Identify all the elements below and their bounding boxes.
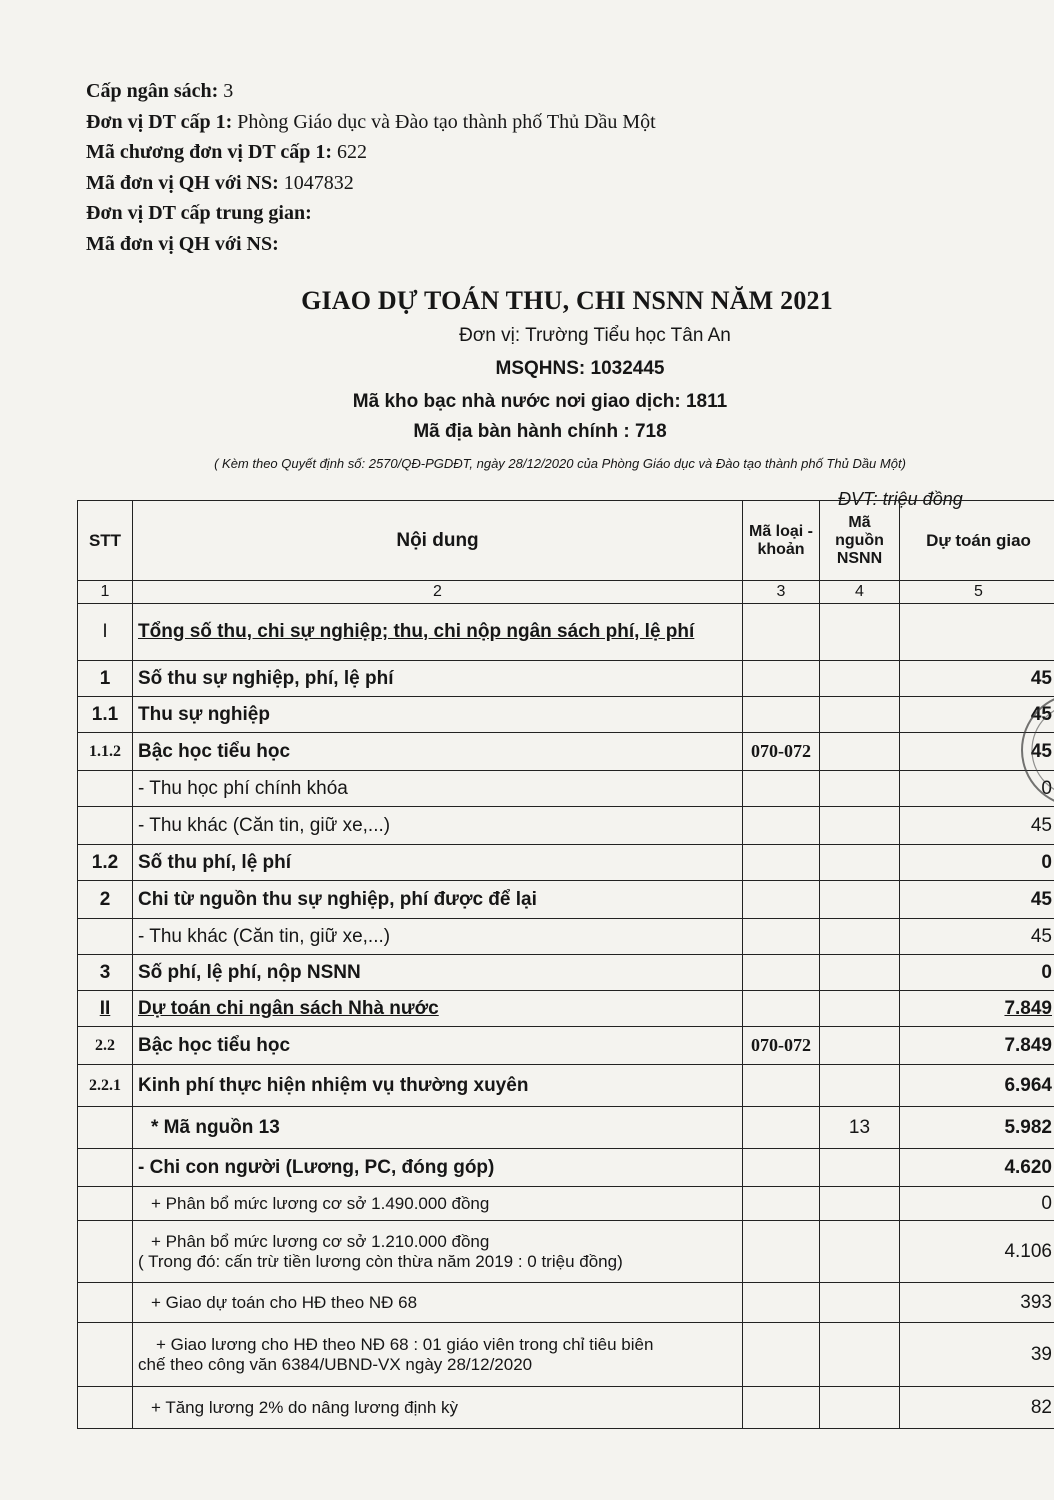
decision-note: ( Kèm theo Quyết định số: 2570/QĐ-PGDĐT, ngày 28/12/2020 của Phòng Giáo dục và Đào tạo thành phố Thủ Dầu Một) [214,456,906,471]
header-source-code: Mã nguồn NSNN [820,501,900,581]
table-row [78,604,1054,661]
row-source [820,1221,900,1283]
row-code [743,845,820,881]
seal-icon [1016,690,1054,810]
row-source [820,845,900,881]
table-row [78,881,1054,919]
unit-name: Trường Tiểu học Tân An [525,325,731,346]
row-stt: I [78,604,133,661]
row-value: 7.849 [900,991,1054,1027]
table-row [78,1323,1054,1387]
budget-table [77,500,1054,1429]
row-value: 39 [900,1323,1054,1387]
row-code [743,1107,820,1149]
row-code [743,1323,820,1387]
table-row [78,991,1054,1027]
row-source [820,881,900,919]
row-content: + Phân bổ mức lương cơ sở 1.490.000 đồng [133,1187,743,1221]
row-value: 7.849 [900,1027,1054,1065]
row-value: 5.982 [900,1107,1054,1149]
row-source [820,1065,900,1107]
row-content: Bậc học tiểu học [133,733,743,771]
row-code: 070-072 [743,733,820,771]
table-row [78,771,1054,807]
row-value: 4.106 [900,1221,1054,1283]
row-stt: 1.1.2 [78,733,133,771]
admin-area-code-line: Mã địa bàn hành chính : 718 [413,421,667,442]
col-number: 3 [743,581,820,604]
row-content: + Giao dự toán cho HĐ theo NĐ 68 [133,1283,743,1323]
row-code [743,1283,820,1323]
row-value: 45 [900,881,1054,919]
row-stt: 2 [78,881,133,919]
row-code [743,881,820,919]
row-stt [78,771,133,807]
header-account-code: Mã loại - khoản [743,501,820,581]
row-code [743,955,820,991]
row-stt [78,1149,133,1187]
col-number: 1 [78,581,133,604]
col-number: 4 [820,581,900,604]
row-stt [78,807,133,845]
row-content-line1: + Phân bổ mức lương cơ sở 1.210.000 đồng [151,1231,490,1251]
relation-code-row [86,168,656,199]
row-code [743,1149,820,1187]
row-content: Bậc học tiểu học [133,1027,743,1065]
row-code [743,1187,820,1221]
row-source [820,1027,900,1065]
row-source [820,1323,900,1387]
row-stt [78,919,133,955]
row-stt: 3 [78,955,133,991]
row-stt: 1.2 [78,845,133,881]
row-stt: 2.2.1 [78,1065,133,1107]
row-code [743,919,820,955]
header-content: Nội dung [133,501,743,581]
document-title: GIAO DỰ TOÁN THU, CHI NSNN NĂM 2021 [301,286,833,315]
row-value: 82 [900,1387,1054,1429]
row-source [820,1387,900,1429]
row-source [820,733,900,771]
relation-code-label: Mã đơn vị QH với NS: [86,171,279,194]
table-header-row [78,501,1054,581]
row-content: Tổng số thu, chi sự nghiệp; thu, chi nộp ngân sách phí, lệ phí [133,604,743,661]
row-stt [78,1221,133,1283]
row-content: Chi từ nguồn thu sự nghiệp, phí được để lại [133,881,743,919]
row-value: 45 [900,919,1054,955]
column-number-row [78,581,1054,604]
unit-level1-row [86,107,656,138]
relation-code2-label: Mã đơn vị QH với NS: [86,232,279,255]
header-stt: STT [78,501,133,581]
row-source [820,661,900,697]
row-content: Số phí, lệ phí, nộp NSNN [133,955,743,991]
row-content: Thu sự nghiệp [133,697,743,733]
row-source [820,1187,900,1221]
row-stt [78,1387,133,1429]
row-content [133,1323,743,1387]
row-stt: 1.1 [78,697,133,733]
row-stt [78,1187,133,1221]
table-row [78,733,1054,771]
row-value: 45 [900,697,1054,733]
row-source [820,955,900,991]
table-row [78,1387,1054,1429]
row-value: 0 [900,845,1054,881]
row-content: + Tăng lương 2% do nâng lương định kỳ [133,1387,743,1429]
row-code [743,697,820,733]
row-value: 0 [900,955,1054,991]
table-row [78,661,1054,697]
row-source [820,919,900,955]
chapter-code-value: 622 [337,141,368,163]
row-value: 45 [900,733,1054,771]
row-source [820,604,900,661]
row-code [743,807,820,845]
table-row [78,955,1054,991]
intermediate-unit-row [86,198,656,229]
treasury-code-line: Mã kho bạc nhà nước nơi giao dịch: 1811 [352,391,728,412]
table-row [78,1187,1054,1221]
budget-level-row [86,76,656,107]
col-number: 5 [900,581,1054,604]
row-value: 0 [900,1187,1054,1221]
table-row [78,1221,1054,1283]
unit-line [0,325,1054,347]
unit-level1-value: Phòng Giáo dục và Đào tạo thành phố Thủ Dầu Một [237,110,656,133]
row-value: 6.964 [900,1065,1054,1107]
unit-label: Đơn vị: [459,325,521,346]
official-seal [1016,690,1054,810]
row-content-line1: + Giao lương cho HĐ theo NĐ 68 : 01 giáo viên trong chỉ tiêu biên [156,1334,654,1354]
unit-level1-label: Đơn vị DT cấp 1: [86,110,233,133]
unit-of-measure: ĐVT: triệu đồng [838,489,963,509]
row-code [743,1387,820,1429]
row-content [133,1221,743,1283]
table-row [78,807,1054,845]
row-code [743,1065,820,1107]
row-stt: 2.2 [78,1027,133,1065]
relation-code2-row [86,229,656,260]
row-code: 070-072 [743,1027,820,1065]
row-content-line2: ( Trong đó: cấn trừ tiền lương còn thừa năm 2019 : 0 triệu đồng) [138,1251,623,1271]
row-code [743,1221,820,1283]
row-source [820,991,900,1027]
msqhns-line: MSQHNS: 1032445 [495,358,665,379]
row-content: Số thu sự nghiệp, phí, lệ phí [133,661,743,697]
header-estimate: Dự toán giao [900,501,1054,581]
row-code [743,771,820,807]
row-content: Dự toán chi ngân sách Nhà nước [133,991,743,1027]
chapter-code-row [86,137,656,168]
table-row [78,1283,1054,1323]
col-number: 2 [133,581,743,604]
row-stt [78,1107,133,1149]
row-stt: 1 [78,661,133,697]
row-content: - Thu khác (Căn tin, giữ xe,...) [133,807,743,845]
row-content: - Chi con người (Lương, PC, đóng góp) [133,1149,743,1187]
row-content: * Mã nguồn 13 [133,1107,743,1149]
chapter-code-label: Mã chương đơn vị DT cấp 1: [86,141,333,163]
row-content: - Thu học phí chính khóa [133,771,743,807]
row-content-line2: chế theo công văn 6384/UBND-VX ngày 28/12/2020 [138,1354,533,1374]
row-value [900,604,1054,661]
table-row [78,697,1054,733]
row-content: Kinh phí thực hiện nhiệm vụ thường xuyên [133,1065,743,1107]
row-value: 0 [900,771,1054,807]
row-source [820,1283,900,1323]
row-value: 45 [900,807,1054,845]
row-stt [78,1283,133,1323]
table-row [78,1027,1054,1065]
intermediate-unit-label: Đơn vị DT cấp trung gian: [86,202,312,224]
table-row [78,919,1054,955]
header-block [86,76,656,259]
relation-code-value: 1047832 [283,171,354,194]
row-stt [78,1323,133,1387]
row-stt: II [78,991,133,1027]
row-source [820,771,900,807]
table-row [78,1065,1054,1107]
row-code [743,991,820,1027]
table-row [78,845,1054,881]
row-value: 393 [900,1283,1054,1323]
row-source: 13 [820,1107,900,1149]
row-value: 45 [900,661,1054,697]
row-source [820,697,900,733]
row-value: 4.620 [900,1149,1054,1187]
budget-level-label: Cấp ngân sách: [86,80,219,102]
row-source [820,807,900,845]
row-source [820,1149,900,1187]
row-content: Số thu phí, lệ phí [133,845,743,881]
table-row [78,1149,1054,1187]
budget-level-value: 3 [223,80,234,102]
row-code [743,661,820,697]
row-content: - Thu khác (Căn tin, giữ xe,...) [133,919,743,955]
row-code [743,604,820,661]
table-row [78,1107,1054,1149]
